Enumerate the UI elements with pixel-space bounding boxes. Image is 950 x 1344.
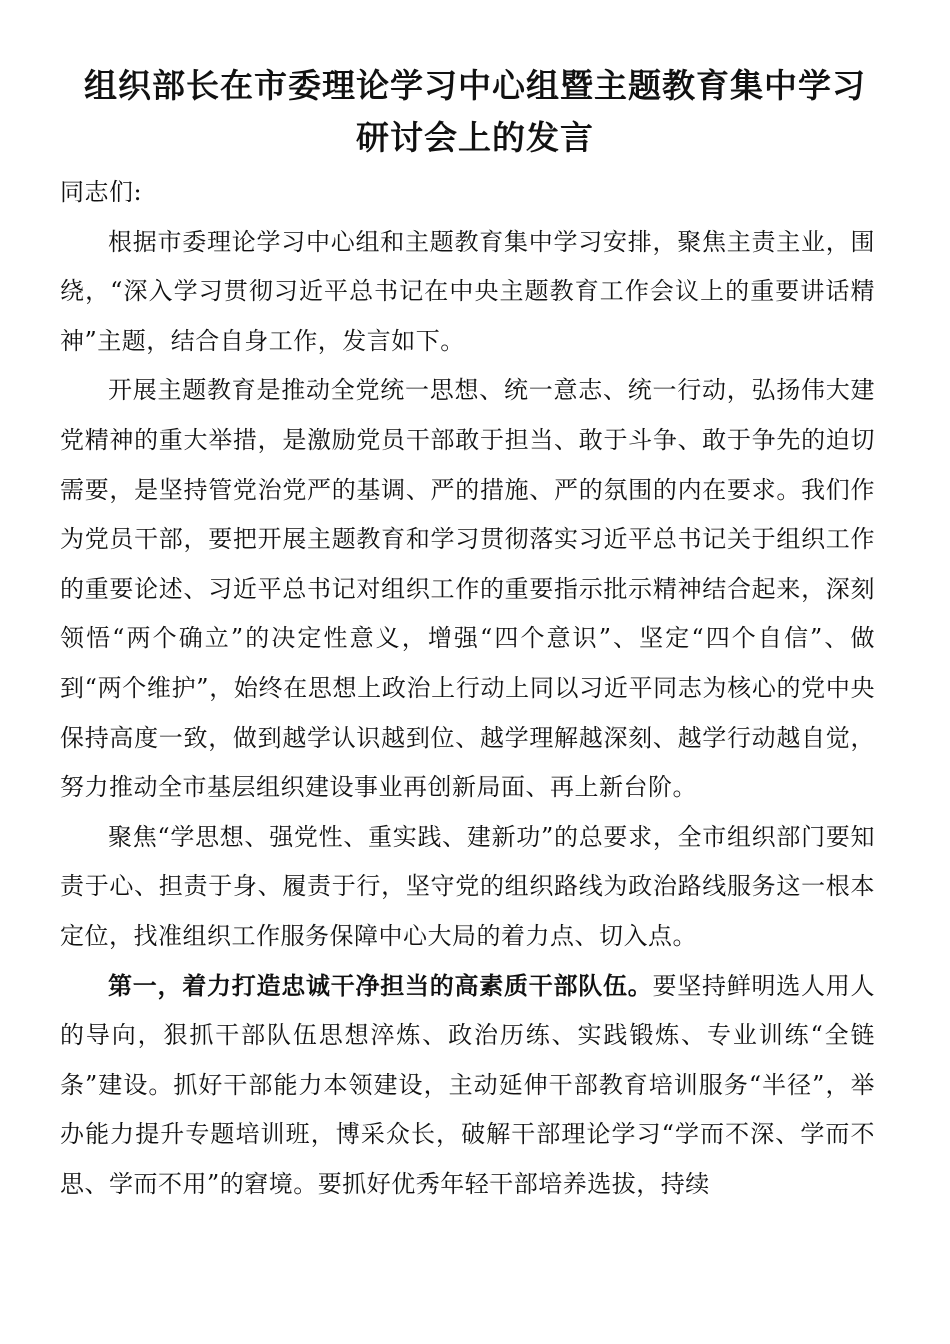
document-title [40,60,910,164]
title-line-2: 研讨会上的发言 [356,118,594,157]
paragraph-significance: 开展主题教育是推动全党统一思想、统一意志、统一行动，弘扬伟大建党精神的重大举措，是激励党员干部敢于担当、敢于斗争、敢于争先的迫切需要，是坚持管党治党严的基调、严的措施、严的氛围的内在要求。我们作为党员干部，要把开展主题教育和学习贯彻落实习近平总书记关于组织工作的重要论述、习近平总书记对组织工作的重要指示批示精神结合起来，深刻领悟“两个确立”的决定性意义，增强“四个意识”、坚定“四个自信”、做到“两个维护”，始终在思想上政治上行动上同以习近平同志为核心的党中央保持高度一致，做到越学认识越到位、越学理解越深刻、越学行动越自觉，努力推动全市基层组织建设事业再创新局面、再上新台阶。 [60,376,875,802]
paragraph-point-one [60,962,875,1210]
paragraph-intro: 根据市委理论学习中心组和主题教育集中学习安排，聚焦主责主业，围绕，“深入学习贯彻习近平总书记在中央主题教育工作会议上的重要讲话精神”主题，结合自身工作，发言如下。 [60,227,875,355]
point-one-text: 要坚持鲜明选人用人的导向，狠抓干部队伍思想淬炼、政治历练、实践锻炼、专业训练“全链条”建设。抓好干部能力本领建设，主动延伸干部教育培训服务“半径”，举办能力提升专题培训班，博采众长，破解干部理论学习“学而不深、学而不思、学而不用”的窘境。要抓好优秀年轻干部培养选拔，持续 [60,971,875,1198]
paragraph-requirements: 聚焦“学思想、强党性、重实践、建新功”的总要求，全市组织部门要知责于心、担责于身、履责于行，坚守党的组织路线为政治路线服务这一根本定位，找准组织工作服务保障中心大局的着力点、切入点。 [60,822,875,950]
salutation: 同志们: [60,178,143,206]
document-body [60,168,875,1209]
title-line-1: 组织部长在市委理论学习中心组暨主题教育集中学习 [84,66,866,105]
point-one-heading: 第一，着力打造忠诚干净担当的高素质干部队伍。 [108,971,653,1000]
